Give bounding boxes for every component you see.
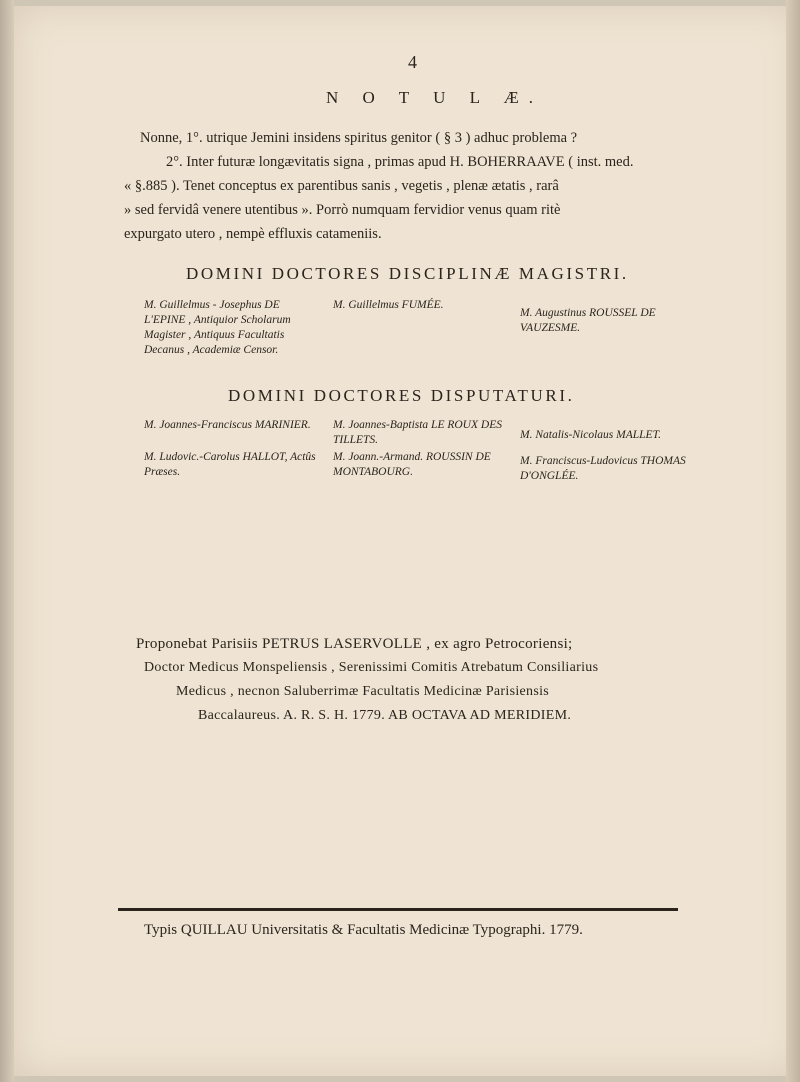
disputaturus-roussin: M. Joann.-Armand. ROUSSIN DE MONTABOURG. xyxy=(333,451,491,478)
magister-depine: M. Guillelmus - Josephus DE L'EPINE , Antiquior Scholarum Magister , Antiquus Facultatis Decanus , Academiæ Censor. xyxy=(144,299,291,356)
printer-imprint: Typis QUILLAU Universitatis & Facultatis Medicinæ Typographi. 1779. xyxy=(144,922,583,938)
notulae-line-3: « §.885 ). Tenet conceptus ex parentibus sanis , vegetis , plenæ ætatis , rarâ xyxy=(124,178,559,194)
disputaturi-heading: DOMINI DOCTORES DISPUTATURI. xyxy=(228,386,575,405)
notulae-line-1: Nonne, 1°. utrique Jemini insidens spiritus genitor ( § 3 ) adhuc problema ? xyxy=(140,130,578,146)
disputaturus-marinier: M. Joannes-Franciscus MARINIER. xyxy=(144,419,311,431)
page-number: 4 xyxy=(408,52,417,72)
magistri-heading: DOMINI DOCTORES DISCIPLINÆ MAGISTRI. xyxy=(186,264,629,283)
proponebat-line-4: Baccalaureus. A. R. S. H. 1779. AB OCTAVA AD MERIDIEM. xyxy=(198,708,572,723)
notulae-line-2: 2°. Inter futuræ longævitatis signa , primas apud H. BOHERRAAVE ( inst. med. xyxy=(166,154,634,170)
notulae-line-5: expurgato utero , nempè effluxis catameniis. xyxy=(124,226,382,242)
page-edge xyxy=(786,0,800,1082)
disputaturus-hallot: M. Ludovic.-Carolus HALLOT, Actûs Præses. xyxy=(144,451,316,478)
imprint-rule xyxy=(118,908,678,911)
magister-roussel: M. Augustinus ROUSSEL DE VAUZESME. xyxy=(520,307,656,334)
notulae-line-4: » sed fervidâ venere utentibus ». Porrò numquam fervidior venus quam ritè xyxy=(124,202,561,218)
proponebat-line-1: Proponebat Parisiis PETRUS LASERVOLLE , ex agro Petrocoriensi; xyxy=(136,636,573,652)
disputaturus-le-roux: M. Joannes-Baptista LE ROUX DES TILLETS. xyxy=(333,419,502,446)
binding-edge xyxy=(0,0,14,1082)
proponebat-line-2: Doctor Medicus Monspeliensis , Serenissimi Comitis Atrebatum Consiliarius xyxy=(144,660,599,675)
proponebat-line-3: Medicus , necnon Saluberrimæ Facultatis Medicinæ Parisiensis xyxy=(176,684,550,699)
disputaturus-thomas: M. Franciscus-Ludovicus THOMAS D'ONGLÉE. xyxy=(520,455,686,482)
disputaturus-mallet: M. Natalis-Nicolaus MALLET. xyxy=(520,429,661,441)
magister-fumee: M. Guillelmus FUMÉE. xyxy=(333,299,444,311)
notulae-heading: N O T U L Æ. xyxy=(326,88,543,107)
